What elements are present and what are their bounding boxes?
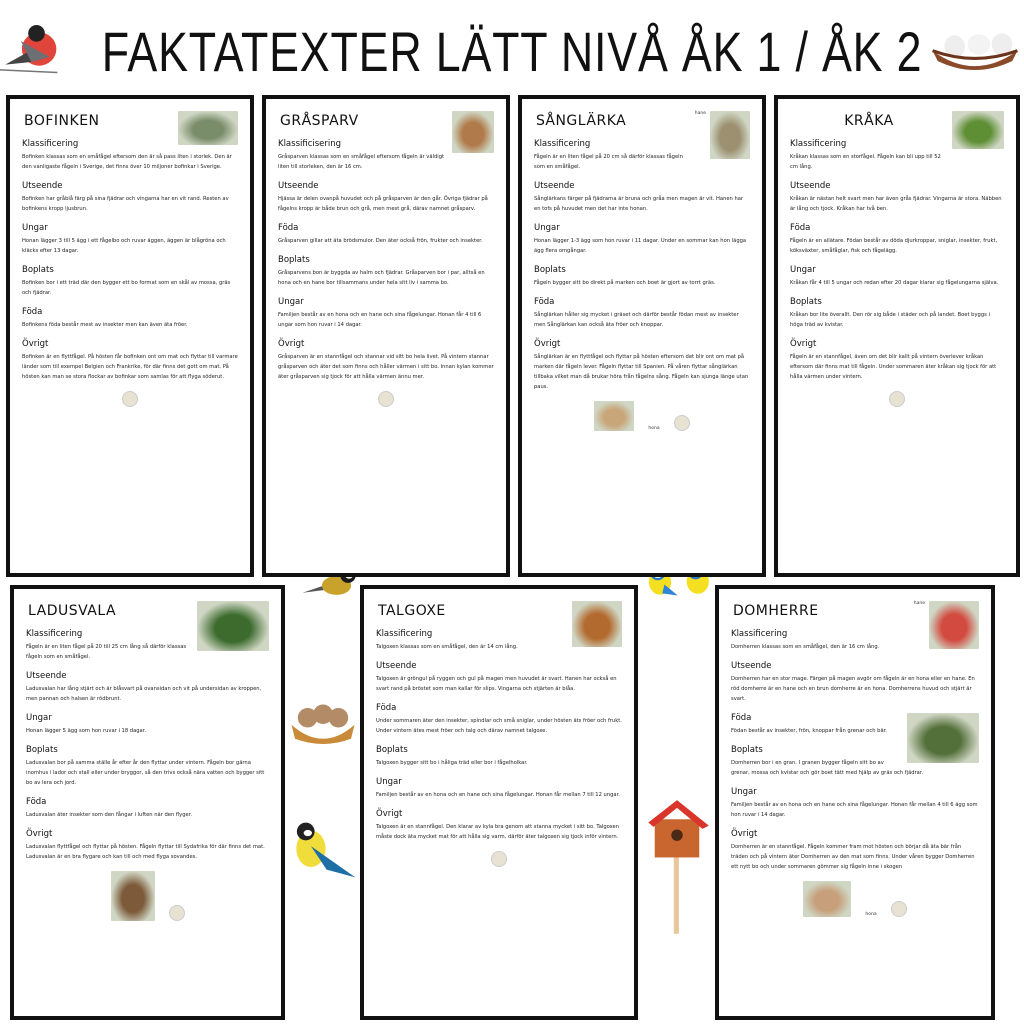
- fact-section: [376, 661, 622, 694]
- section-text: Sånglärkan håller sig mycket i gräset och därför består födan mest av insekter men Sånglärkan kan också äta fröer och knoppar.: [534, 312, 739, 328]
- section-text: Kråkan är nästan helt svart men har även grås fjädrar. Vingarna är stora. Näbben är lång och tjock. Kråkan har två ben.: [790, 196, 1002, 212]
- sex-label: hona: [865, 912, 877, 917]
- author-logo-icon: [674, 415, 690, 431]
- worksheet-ladusvala: [10, 585, 285, 1020]
- fact-section: [26, 829, 269, 862]
- section-heading: Övrigt: [790, 339, 817, 349]
- worksheet-domherre: [715, 585, 995, 1020]
- bird-photo: [197, 601, 269, 651]
- section-text: Kråkan bor lite överallt. Den rör sig både i städer och på landet. Boet byggs i höga träd av kvistar.: [790, 312, 990, 328]
- photo-group: [197, 601, 269, 651]
- section-heading: Utseende: [534, 181, 575, 191]
- author-logo-icon: [889, 391, 905, 407]
- section-heading: Övrigt: [278, 339, 305, 349]
- worksheet-title: TALGOXE: [378, 603, 446, 619]
- section-text: Bofinkens föda består mest av insekter men kan även äta fröer.: [22, 322, 188, 328]
- section-text: Domherren klassas som en småfågel, den är 16 cm lång.: [731, 644, 880, 650]
- section-heading: Ungar: [731, 787, 757, 797]
- worksheet-title: KRÅKA: [844, 113, 894, 129]
- fact-section: [26, 797, 269, 820]
- section-text: Talgoxen klassas som en småfågel, den är 14 cm lång.: [376, 644, 518, 650]
- section-text: Ladusvalan äter insekter som den fångar i luften när den flyger.: [26, 812, 193, 818]
- bird-photo: [907, 713, 979, 763]
- section-heading: Klassificering: [534, 139, 591, 149]
- section-heading: Klassificering: [26, 629, 83, 639]
- sex-label: hane: [913, 601, 925, 606]
- bird-photo: [952, 111, 1004, 149]
- section-heading: Boplats: [278, 255, 310, 265]
- fact-section: [790, 339, 1004, 382]
- worksheet-sanglarka: [518, 95, 766, 577]
- fact-section: [534, 265, 750, 288]
- fact-section: [376, 777, 622, 800]
- section-heading: Boplats: [376, 745, 408, 755]
- section-heading: Boplats: [790, 297, 822, 307]
- section-text: Familjen består av en hona och en hane och sina fågelungar. Honan får mellan 4 till 6 ägg som hon ruvar i 14 dagar.: [731, 802, 978, 818]
- worksheet-title: BOFINKEN: [24, 113, 100, 129]
- section-text: Honan lägger 1-3 ägg som hon ruvar i 11 dagar. Under en sommar kan hon lägga ägg flera omgångar.: [534, 238, 747, 254]
- worksheet-title: SÅNGLÄRKA: [536, 113, 627, 129]
- section-heading: Klassificering: [790, 139, 847, 149]
- section-text: Fågeln bygger sitt bo direkt på marken och boet är gjort av torrt gräs.: [534, 280, 716, 286]
- section-text: Ladusvalan bor på samma ställe år efter år den flyttar under vintern. Fågeln bor gärna inomhus i lador och stall eller under bryggor, så den trivs också nära vatten och bygger sitt bo av lera och jord.: [26, 760, 265, 786]
- section-heading: Övrigt: [534, 339, 561, 349]
- photo-group: [452, 111, 494, 153]
- section-text: Familjen består av en hona och en hane och sina fågelungar. Honan får mellan 7 till 12 ungar.: [376, 792, 620, 798]
- section-text: Hjässa är delen ovanpå huvudet och på gråsparven är den går. Övriga fjädrar på fågelns kropp är både brun och grå, men mest grå, därav namnet gråsparv.: [278, 196, 488, 212]
- section-heading: Klassificering: [731, 629, 788, 639]
- section-heading: Föda: [26, 797, 47, 807]
- section-text: Gråsparven klassas som en småfågel eftersom fågeln är väldigt liten till storleken, den är 16 cm.: [278, 154, 445, 170]
- section-text: Talgoxen är en stannfågel. Den klarar av kyla bra genom att stanna mycket i sitt bo. Talgoxen måste dock äta mycket mat för att hålla sig varm, därför äter talgoxen sig tjock inför vintern.: [376, 824, 620, 840]
- section-text: Fågeln är en allätare. Födan består av döda djurkroppar, sniglar, insekter, frukt, köksväxter, småfåglar, fisk och fågelägg.: [790, 238, 998, 254]
- section-heading: Föda: [376, 703, 397, 713]
- fact-section: [22, 181, 238, 214]
- section-heading: Utseende: [22, 181, 63, 191]
- section-heading: Föda: [534, 297, 555, 307]
- section-text: Fågeln är en stannfågel, även om det blir kallt på vintern överlever kråkan eftersom där finns mat till fågeln. Under sommaren äter kråkan sig tjock för att hålla värmen under vintern.: [790, 354, 997, 380]
- fact-section: [790, 297, 1004, 330]
- bird-photo: [111, 871, 155, 921]
- section-heading: Föda: [22, 307, 43, 317]
- section-heading: Övrigt: [22, 339, 49, 349]
- fact-section: [278, 297, 494, 330]
- card-footer: [26, 871, 269, 921]
- section-text: Kråkan får 4 till 5 ungar och redan efter 20 dagar klarar sig fågelungarna själva.: [790, 280, 999, 286]
- card-footer: [534, 401, 750, 431]
- section-heading: Boplats: [26, 745, 58, 755]
- section-heading: Föda: [731, 713, 752, 723]
- section-text: Gråsparven gillar att äta brödsmulor. Den äter också frön, frukter och insekter.: [278, 238, 483, 244]
- photo-group: [907, 713, 979, 763]
- bird-photo: [572, 601, 622, 647]
- section-text: Talgoxen är gröngul på ryggen och gul på magen men huvudet är svart. Hanen har också en svart rand på bröstet som man kallar för slips. Vingarna och stjärten är blåa.: [376, 676, 617, 692]
- section-heading: Boplats: [534, 265, 566, 275]
- worksheet-bofinken: [6, 95, 254, 577]
- fact-section: [731, 787, 979, 820]
- author-logo-icon: [491, 851, 507, 867]
- bullfinch-illustration-icon: [0, 20, 60, 78]
- section-heading: Utseende: [376, 661, 417, 671]
- section-text: Kråkan klassas som en storfågel. Fågeln kan bli upp till 52 cm lång.: [790, 154, 941, 170]
- fact-section: [534, 223, 750, 256]
- worksheet-grasparv: [262, 95, 510, 577]
- fact-section: [278, 223, 494, 246]
- section-text: Gråsparven är en stannfågel och stannar vid sitt bo hela livet. På vintern stannar gråsparven och äter det som finns och håller värmen i sitt bo. Innan kylan kommer äter gråsparven sig tjock för att hålla värmen ännu mer.: [278, 354, 494, 380]
- fact-section: [376, 703, 622, 736]
- author-logo-icon: [169, 905, 185, 921]
- section-heading: Övrigt: [26, 829, 53, 839]
- fact-section: [278, 339, 494, 382]
- bird-photo: [178, 111, 238, 145]
- section-text: Ladusvalan flyttfågel och flyttar på hösten. Fågeln flyttar till Sydafrika för där finns det mat. Ladusvalan är en bra flygare och kan till och med flyga sovandes.: [26, 844, 265, 860]
- fact-section: [22, 265, 238, 298]
- worksheet-kraka: [774, 95, 1020, 577]
- card-footer: [278, 391, 494, 407]
- fact-section: [26, 745, 269, 788]
- section-text: Domherren är en stannfågel. Fågeln kommer fram mot hösten och börjar då äta bär från träden och på vintern äter Domherren av den mat som finns. Under våren bygger Domherren ett nytt bo och under sommaren gömmer sig fågeln inne i skogen: [731, 844, 975, 870]
- section-heading: Boplats: [731, 745, 763, 755]
- fact-section: [22, 223, 238, 256]
- section-text: Bofinken bor i ett träd där den bygger ett bo format som en skål av mossa, gräs och fjädrar.: [22, 280, 231, 296]
- card-footer: [731, 881, 979, 917]
- worksheet-title: GRÅSPARV: [280, 113, 359, 129]
- nest-with-eggs-icon: [930, 30, 1020, 74]
- section-text: Fågeln är en liten fågel på 20 till 25 cm lång så därför klassas fågeln som en småfågel.: [26, 644, 187, 660]
- section-text: Bofinken är en flyttfågel. På hösten får bofinken ont om mat och flyttar till varmare länder som till exempel Belgien och Frankrike, för där finns det gott om mat. På hösten kan man se stora flockar av bofinkar som samlas för att flyga söderut.: [22, 354, 238, 380]
- fact-section: [26, 713, 269, 736]
- fact-section: [731, 829, 979, 872]
- sex-label: hane: [694, 111, 706, 116]
- section-text: Ladusvalan har lång stjärt och är blåsvart på ovansidan och vit på undersidan av kroppen, men pannan och halsen är rödbrunt.: [26, 686, 262, 702]
- author-logo-icon: [378, 391, 394, 407]
- photo-group: [572, 601, 622, 647]
- chicks-in-nest-icon: [288, 700, 358, 746]
- author-logo-icon: [122, 391, 138, 407]
- bird-photo: [710, 111, 750, 159]
- section-text: Födan består av insekter, frön, knoppar från grenar och bär.: [731, 728, 887, 734]
- fact-section: [790, 181, 1004, 214]
- great-tit-illustration-icon: [290, 820, 358, 880]
- fact-section: [376, 745, 622, 768]
- section-heading: Utseende: [278, 181, 319, 191]
- author-logo-icon: [891, 901, 907, 917]
- page-title: FAKTATEXTER LÄTT NIVÅ ÅK 1 / ÅK 2: [101, 20, 923, 83]
- fact-section: [278, 255, 494, 288]
- section-heading: Ungar: [22, 223, 48, 233]
- bird-photo: [594, 401, 634, 431]
- section-heading: Klassificering: [376, 629, 433, 639]
- fact-section: [22, 307, 238, 330]
- section-text: Domherren har en stor mage. Färgen på magen avgör om fågeln är en hona eller en hane. En röd domherre är en hane och en brun domherre är en hona. Domherrens huvud och stjärt är svart.: [731, 676, 975, 702]
- section-heading: Övrigt: [376, 809, 403, 819]
- photo-group: [695, 111, 750, 159]
- section-heading: Utseende: [731, 661, 772, 671]
- section-heading: Klassificisering: [278, 139, 342, 149]
- section-heading: Klassificering: [22, 139, 79, 149]
- section-heading: Ungar: [534, 223, 560, 233]
- worksheet-title: LADUSVALA: [28, 603, 117, 619]
- bird-photo: [803, 881, 851, 917]
- card-footer: [376, 851, 622, 867]
- section-text: Bofinken klassas som en småfågel eftersom den är så pass liten i storlek. Den är den vanligaste fågeln i Sverige, det finns över 10 miljoner bofinkar i Sverige.: [22, 154, 232, 170]
- section-heading: Övrigt: [731, 829, 758, 839]
- section-heading: Boplats: [22, 265, 54, 275]
- section-text: Talgoxen bygger sitt bo i håliga träd eller bor i fågelholkar.: [376, 760, 528, 766]
- section-text: Domherren bor i en gran. I granen bygger fågeln sitt bo av grenar, mossa och kvistar och gör boet tätt med hjälp av gräs och fjädrar.: [731, 760, 924, 776]
- worksheet-title: DOMHERRE: [733, 603, 819, 619]
- photo-group: [914, 601, 979, 649]
- fact-section: [534, 181, 750, 214]
- section-text: Familjen består av en hona och en hane och sina fågelungar. Honan får 4 till 6 ungar som hon ruvar i 14 dagar.: [278, 312, 482, 328]
- card-footer: [22, 391, 238, 407]
- fact-section: [790, 223, 1004, 256]
- section-text: Sånglärkans färger på fjädrarna är bruna och gråa men magen är vit. Hanen har en tofs på huvudet men det har inte honan.: [534, 196, 744, 212]
- section-heading: Ungar: [376, 777, 402, 787]
- section-text: Sånglärkan är en flyttfågel och flyttar på hösten eftersom det blir ont om mat på marken där fågeln lever. Fågeln flyttar till Spanien. På våren flyttar sånglärkan tillbaka vilket man då brukar höra från fågelns sång. Fågeln kan sjunga länge utan paus.: [534, 354, 749, 390]
- worksheet-talgoxe: [360, 585, 638, 1020]
- section-heading: Ungar: [278, 297, 304, 307]
- section-heading: Ungar: [26, 713, 52, 723]
- sex-label: hona: [648, 426, 660, 431]
- card-footer: [790, 391, 1004, 407]
- fact-section: [376, 809, 622, 842]
- fact-section: [534, 339, 750, 392]
- fact-section: [731, 661, 979, 704]
- bird-photo: [452, 111, 494, 153]
- section-heading: Ungar: [790, 265, 816, 275]
- section-text: Bofinken har gråblå färg på sina fjädrar och vingarna har en vit rand. Resten av bofinkens kropp ljusbrun.: [22, 196, 229, 212]
- section-heading: Utseende: [790, 181, 831, 191]
- section-text: Under sommaren äter den insekter, spindlar och små sniglar, under hösten äts fröer och frukt. Under vintern ätes mest fröer och talg och därav namnet talgoxe.: [376, 718, 622, 734]
- section-heading: Föda: [790, 223, 811, 233]
- section-heading: Föda: [278, 223, 299, 233]
- bird-photo: [929, 601, 979, 649]
- fact-section: [534, 297, 750, 330]
- section-text: Honan lägger 3 till 5 ägg i ett fågelbo och ruvar äggen, äggen är blågröna och kläcks efter 13 dagar.: [22, 238, 226, 254]
- fact-section: [278, 181, 494, 214]
- section-text: Fågeln är en liten fågel på 20 cm så därför klassas fågeln som en småfågel.: [534, 154, 683, 170]
- fact-section: [22, 339, 238, 382]
- photo-group: [952, 111, 1004, 149]
- section-text: Gråsparvens bon är byggda av halm och fjädrar. Gråsparven bor i par, alltså en hona och en hane bor tillsammans under hela sitt liv i samma bo.: [278, 270, 485, 286]
- section-text: Honan lägger 5 ägg som hon ruvar i 18 dagar.: [26, 728, 147, 734]
- section-heading: Utseende: [26, 671, 67, 681]
- photo-group: [178, 111, 238, 145]
- fact-section: [26, 671, 269, 704]
- fact-section: [790, 265, 1004, 288]
- birdhouse-icon: [642, 800, 712, 934]
